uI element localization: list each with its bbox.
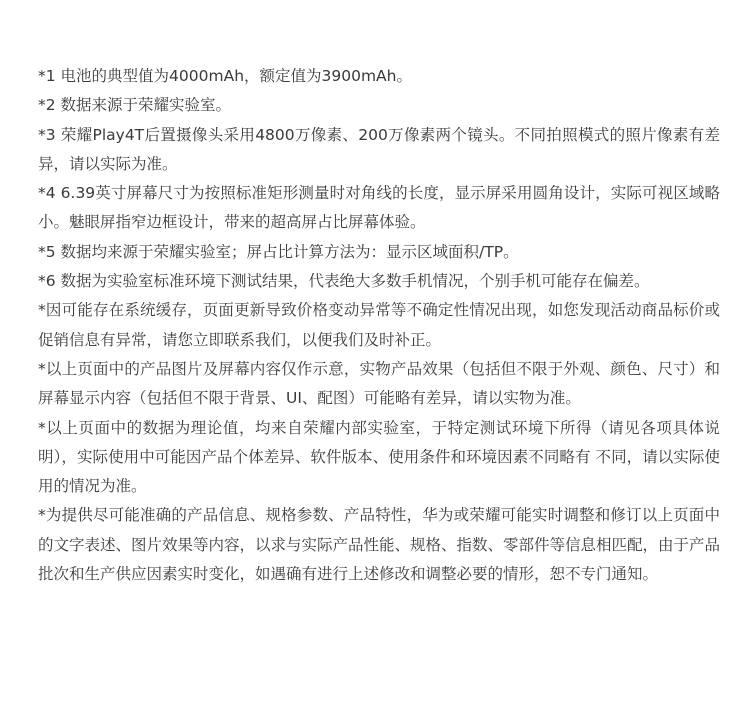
disclaimer-pricing: *因可能存在系统缓存，页面更新导致价格变动异常等不确定性情况出现，如您发现活动商品标价或促销信息有异常，请您立即联系我们，以便我们及时补正。 <box>38 301 720 349</box>
footnotes-section <box>38 62 720 589</box>
footnote-data-source: *2 数据来源于荣耀实验室。 <box>38 96 232 115</box>
footnote-camera: *3 荣耀Play4T后置摄像头采用4800万像素、200万像素两个镜头。不同拍照模式的照片像素有差异，请以实际为准。 <box>38 125 720 173</box>
footnote-screen-ratio: *5 数据均来源于荣耀实验室；屏占比计算方法为：显示区域面积/TP。 <box>38 242 519 261</box>
disclaimer-images: *以上页面中的产品图片及屏幕内容仅作示意，实物产品效果（包括但不限于外观、颜色、尺寸）和屏幕显示内容（包括但不限于背景、UI、配图）可能略有差异，请以实物为准。 <box>38 359 720 408</box>
footnote-screen-size: *4 6.39英寸屏幕尺寸为按照标准矩形测量时对角线的长度，显示屏采用圆角设计，实际可视区域略小。魅眼屏指窄边框设计，带来的超高屏占比屏幕体验。 <box>38 184 720 232</box>
footnote-battery: *1 电池的典型值为4000mAh，额定值为3900mAh。 <box>38 67 412 85</box>
footnote-test-results: *6 数据为实验室标准环境下测试结果，代表绝大多数手机情况，个别手机可能存在偏差。 <box>38 272 650 291</box>
disclaimer-content-updates: *为提供尽可能准确的产品信息、规格参数、产品特性，华为或荣耀可能实时调整和修订以上页面中的文字表述、图片效果等内容，以求与实际产品性能、规格、指数、零部件等信息相匹配，由于产品批次和生产供应因素实时变化，如遇确有进行上述修改和调整必要的情形，恕不专门通知。 <box>38 506 721 584</box>
disclaimer-theoretical-values: *以上页面中的数据为理论值，均来自荣耀内部实验室，于特定测试环境下所得（请见各项具体说明），实际使用中可能因产品个体差异、软件版本、使用条件和环境因素不同略有 不同，请以实际使用的情况为准。 <box>38 418 720 496</box>
